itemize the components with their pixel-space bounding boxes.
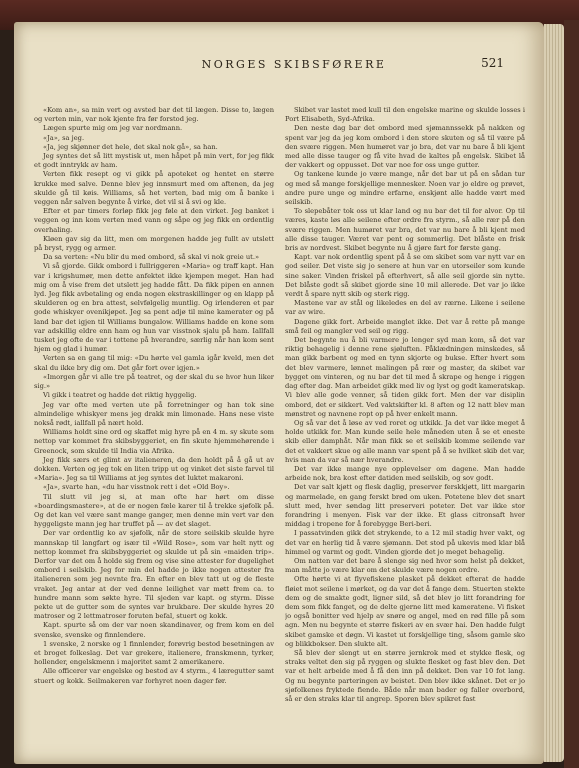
book-page [14, 22, 544, 764]
paragraph: 1 svenske, 2 norske og 1 finnlender, forøvrig bestod besetningen av et broget folkeslag. Det var grekere, italienere, franskmenn, tyrker, hollender, engelskmenn i majoritet samt 2 amerikanere. [34, 639, 274, 667]
page-edges [544, 24, 564, 762]
paragraph: Jeg var ofte med verten ute på forretninger og han tok sine almindelige whiskyer mens jeg drakk min limonade. Hans nese viste nokså rødt, iallfall på nært hold. [34, 400, 274, 427]
paragraph: Alle officerer var engelske og bestod av 4 styrm., 4 læregutter samt stuert og kokk. Seilmakeren var forhyret noen dager før. [34, 667, 274, 685]
paragraph: Vi gikk i teatret og hadde det riktig hyggelig. [43, 391, 197, 400]
paragraph: Verten fikk resept og vi gikk på apoteket og hentet en større krukke med salve. Denne blev jeg innsmurt med om aftenen, da jeg skulde gå til køis. Williams, så het verten, bad mig om å banke i veggen når salven begynte å virke, det vil si å svi og kle. [34, 170, 274, 207]
page-number: 521 [481, 56, 504, 70]
paragraph: Til slutt vil jeg si, at man ofte har hørt om disse «boardingsmastere», at de er nogen fæle karer til å trekke sjøfolk på. Og det kan vel være sant mange ganger, men denne min vert var den hyggeligste mann jeg har truffet på — av det slaget. [34, 492, 274, 529]
paragraph: Kapt. spurte så om der var noen skandinaver, og frem kom en del svenske, svenske og finnlendere. [34, 621, 274, 639]
paragraph: «Ja, jeg skjønner det hele, det skal nok gå», sa han. [43, 142, 218, 151]
paragraph: Kapt. var nok ordentlig spent på å se om skibet som var nytt var en god seiler. Det viste sig jo senere at hun var en utorseiler som kunde sine saker. Vinden friskel på efterhvert, så alle seil gjorde sin nytte. Det blåste godt så skibet gjorde sine 10 mil allerede. Det var jo ikke verdt å spare nytt skib og sterk rigg. [285, 253, 525, 299]
paragraph: Der var ordentlig ko av sjøfolk, når de store seilskib skulde hyre mannskap til langfart og især til «Wild Rose», som var helt nytt og nettop kommet fra skibsbyggeriet og skulde ut på sin «maiden trip». Derfor var det om å holde sig frem og vise sine attester for dugelighet ombord i seilskib. Jeg for min del hadde jo ikke nogen attester fra italieneren som jeg nevnte fra. En efter en blev tatt ut og de fleste vraket. Jeg antar at der ved denne leilighet var møtt frem ca. to hundre mann som søkte hyre. Til sjeden var kapt. og styrm. Disse pekte ut de gutter som de syntes var brukbare. Der skulde hyres 20 matroser og 2 lettmatroser foruten befal, stuert og kokk. [34, 529, 274, 621]
paragraph: Mastene var av stål og likeledes en del av rærne. Likene i seilene var av wire. [285, 299, 525, 317]
paragraph: Da sa verten: «Nu blir du med ombord, så skal vi nok greie ut.» [43, 253, 260, 262]
paragraph: «Imorgen går vi alle tre på teatret, og der skal du se hvor hun liker sig.» [34, 372, 274, 391]
paragraph: Ofte hørte vi at flyvefiskene plasket på dekket efterat de hadde fløiet mot seilene i mørket, og da var det å fange dem. Stuerten stekte dem og de smakte godt, ligner sild, så det blev jo litt forandring for dem som fikk fanget, og de delte gjerne litt med kameratene. Vi fisket jo også bonitter ved hjelp av snøre og angel, med en rød fille på som agn. Men nu begynte et større fiskeri av en svær hai. Den hadde fulgt skibet gamske et døgn. Vi kastet ut forskjellige ting, såsom gamle sko og blikkbokser. Den slukte alt. [285, 575, 525, 648]
paragraph: Den neste dag bar det ombord med sjømannssekk på nakken og spent var jeg da jeg kom ombord i den store skuten og så til være på den svære riggen. Men humøret var jo bra, det var nu bare å bli kjent med alle disse tauger og få vite hvad de kaltes på engelsk. Skibet lå der vakkert og oppusset. Det var noe for oss unge gutter. [285, 124, 525, 170]
text-column-left [34, 106, 274, 766]
paragraph: Så blev der slengt ut en større jernkrok med et stykke flesk, og straks veltet den sig på ryggen og slukte flesket og fast blev den. Det var et helt arbeide med å få den inn på dekket. Den var 10 fot lang. Og nu begynte parteringen av beistet. Den blev ikke skånet. Det er jo sjøfolkenes fryktede fiende. Både når man bader og faller overbord, så er den straks klar til angrep. Sporen blev spikret fast [285, 648, 525, 703]
paragraph: Jeg fikk særs et glimt av italieneren, da den holdt på å gå ut av dokken. Verten og jeg tok en liten tripp ut og vinket det siste farvel til «Maria». Jeg sa til Williams at jeg syntes det luktet makaroni. [34, 455, 274, 483]
paragraph: Det var salt kjøtt og flesk daglig, preserver ferskkjøtt, litt margarin og marmelade, en gang ferskt brød om uken. Potetene blev det snart slutt med, hver søndag litt preserveri poteter. Det var ikke stor forandring i menyen. Fisk var der ikke. Et glass citronsaft hver middag i tropene for å forebygge Beri-beri. [285, 483, 525, 529]
text-column-right [285, 106, 525, 766]
paragraph: Kløen gav sig da litt, men om morgenen hadde jeg fullt av utslett på bryst, rygg og armer. [34, 234, 274, 253]
paragraph: Jeg syntes det så litt mystisk ut, men håpet på min vert, for jeg fikk et godt inntrykk av ham. [34, 152, 274, 170]
running-head: NORGES SKIBSFØRERE [201, 58, 387, 71]
paragraph: Vi så gjorde. Gikk ombord i fullriggeren «Maria» og traff kapt. Han var i krigshumør, men dette anfektet ikke kjempen meget. Han had mig om å vise frem det utslett jeg hadde fått. Da fikk pipen en annen lyd. Jeg fikk avbetaling og enda nogen ekstraskillinger og en klapp på skulderen og en bra attest, selvfølgelig muntlig. Og irlenderen et par gode whiskyer ovenikjøpet. Jeg sa pent adjø til mine kamerater og på land bar det igjen til Williams bungalow. Williams hadde en kone som var adskillig eldre enn ham og hun var visstnok sjalu på ham. Iallfall tusket jeg ofte de var i tottene på hverandre, særlig når han kom sent hjem og glad i humør. [34, 262, 274, 354]
paragraph: Og så var det å løse av ved roret og utkikk. Ja det var ikke meget å holde utkikk for. Man kunde seile hele måneden uten å se et eneste skib eller damphåt. Når man fikk se et seilskib komme seilende var det et vakkert skue og alle mann var spent på å se hvilket skib det var, hvis man da var så nær hverandre. [285, 418, 525, 464]
paragraph: Skibet var lastet med kull til den engelske marine og skulde losses i Port Elisabeth, Syd-Afrika. [285, 106, 525, 124]
paragraph: «Ja», sa jeg. [43, 133, 85, 142]
paragraph: I passatvinden gikk det strykende, to a 12 mil stadig hver vakt, og det var en herlig tid å være sjømann. Det stod på ukevis med klar blå himmel og varmt og godt. Vinden gjorde det jo meget behagelig. [285, 529, 525, 556]
paragraph: Dagene gikk fort. Arbeide manglet ikke. Det var å rette på mange små feil og mangler ved seil og rigg. [285, 317, 525, 335]
paragraph: Det begynte nu å bli varmere jo lenger syd man kom, så det var riktig behagelig i denne rene sjøluften. Påklædningen minskedes, så man gikk barbent og med en tynn skjorte og bukse. Efter hvert som det blev varmere, lønnet malingen på rær og master, da skibet var bygget om vinteren, og nu bar det til med å skrape og henge i riggen dag efter dag. Man arbeidet gikk med liv og lyst og godt kameratskap. Vi blev alle gode venner, så tiden gikk fort. Men der var disiplin ombord, det er sikkert. Ved vaktskifter kl. 8 aften og 12 natt blev man mønstret og navnene ropt op på hver enkelt mann. [285, 336, 525, 418]
paragraph: Det var ikke mange nye opplevelser om dagene. Man hadde arbeide nok, bra kost efter datiden med seilskib, og sov godt. [285, 464, 525, 483]
paragraph: To slepebåter tok oss ut klar land og nu bar det til for alvor. Op til væres, kaste løs alle seilene efter ordre fra styrm., så alle rær på den svære riggen. Men humøret var bra, det var nu bare å bli kjent med alle disse tauger. Været var pent og sommerlig. Det blåste en frisk bris av nordvest. Skibet begynte nu å gjøre fart for første gang. [285, 207, 525, 253]
paragraph: Lægen spurte mig om jeg var nordmann. [43, 124, 183, 133]
paragraph: Verten sa en gang til mig: «Du hørte vel gamla igår kveld, men det skal du ikke bry dig om. Det går fort over igjen.» [34, 354, 274, 372]
page-header [14, 58, 544, 78]
paragraph: «Ja», svarte han, «du har visstnok rett i det «Old Boy». [43, 483, 230, 492]
paragraph: Og tankene kunde jo være mange, når det bar ut på en sådan tur og med så mange forskjellige mennesker. Noen var jo eldre og prøvet, andre pure unge og mindre erfarne, enskjønt alle hadde vært med seilskib. [285, 170, 525, 207]
paragraph: Om natten var det bare å slenge sig ned hvor som helst på dekket, man måtte jo være klar om det skulde være nogen ordre. [285, 556, 525, 575]
book-cover-right [564, 20, 579, 768]
paragraph: «Kom an», sa min vert og avsted bar det til lægen. Disse to, lægen og verten min, var nok kjente fra før forstod jeg. [34, 106, 274, 124]
paragraph: Williams holdt sine ord og skaffet mig hyre på en 4 m. sy skute som nettop var kommet fra skibsbyggeriet, en fin skute hjemmehørende i Greenock, som skulde til India via Afrika. [34, 428, 274, 455]
paragraph: Efter et par timers forløp fikk jeg føle at den virket. Jeg banket i veggen og inn kom verten med vann og såpe og jeg fikk en ordentlig overhaling. [34, 207, 274, 234]
